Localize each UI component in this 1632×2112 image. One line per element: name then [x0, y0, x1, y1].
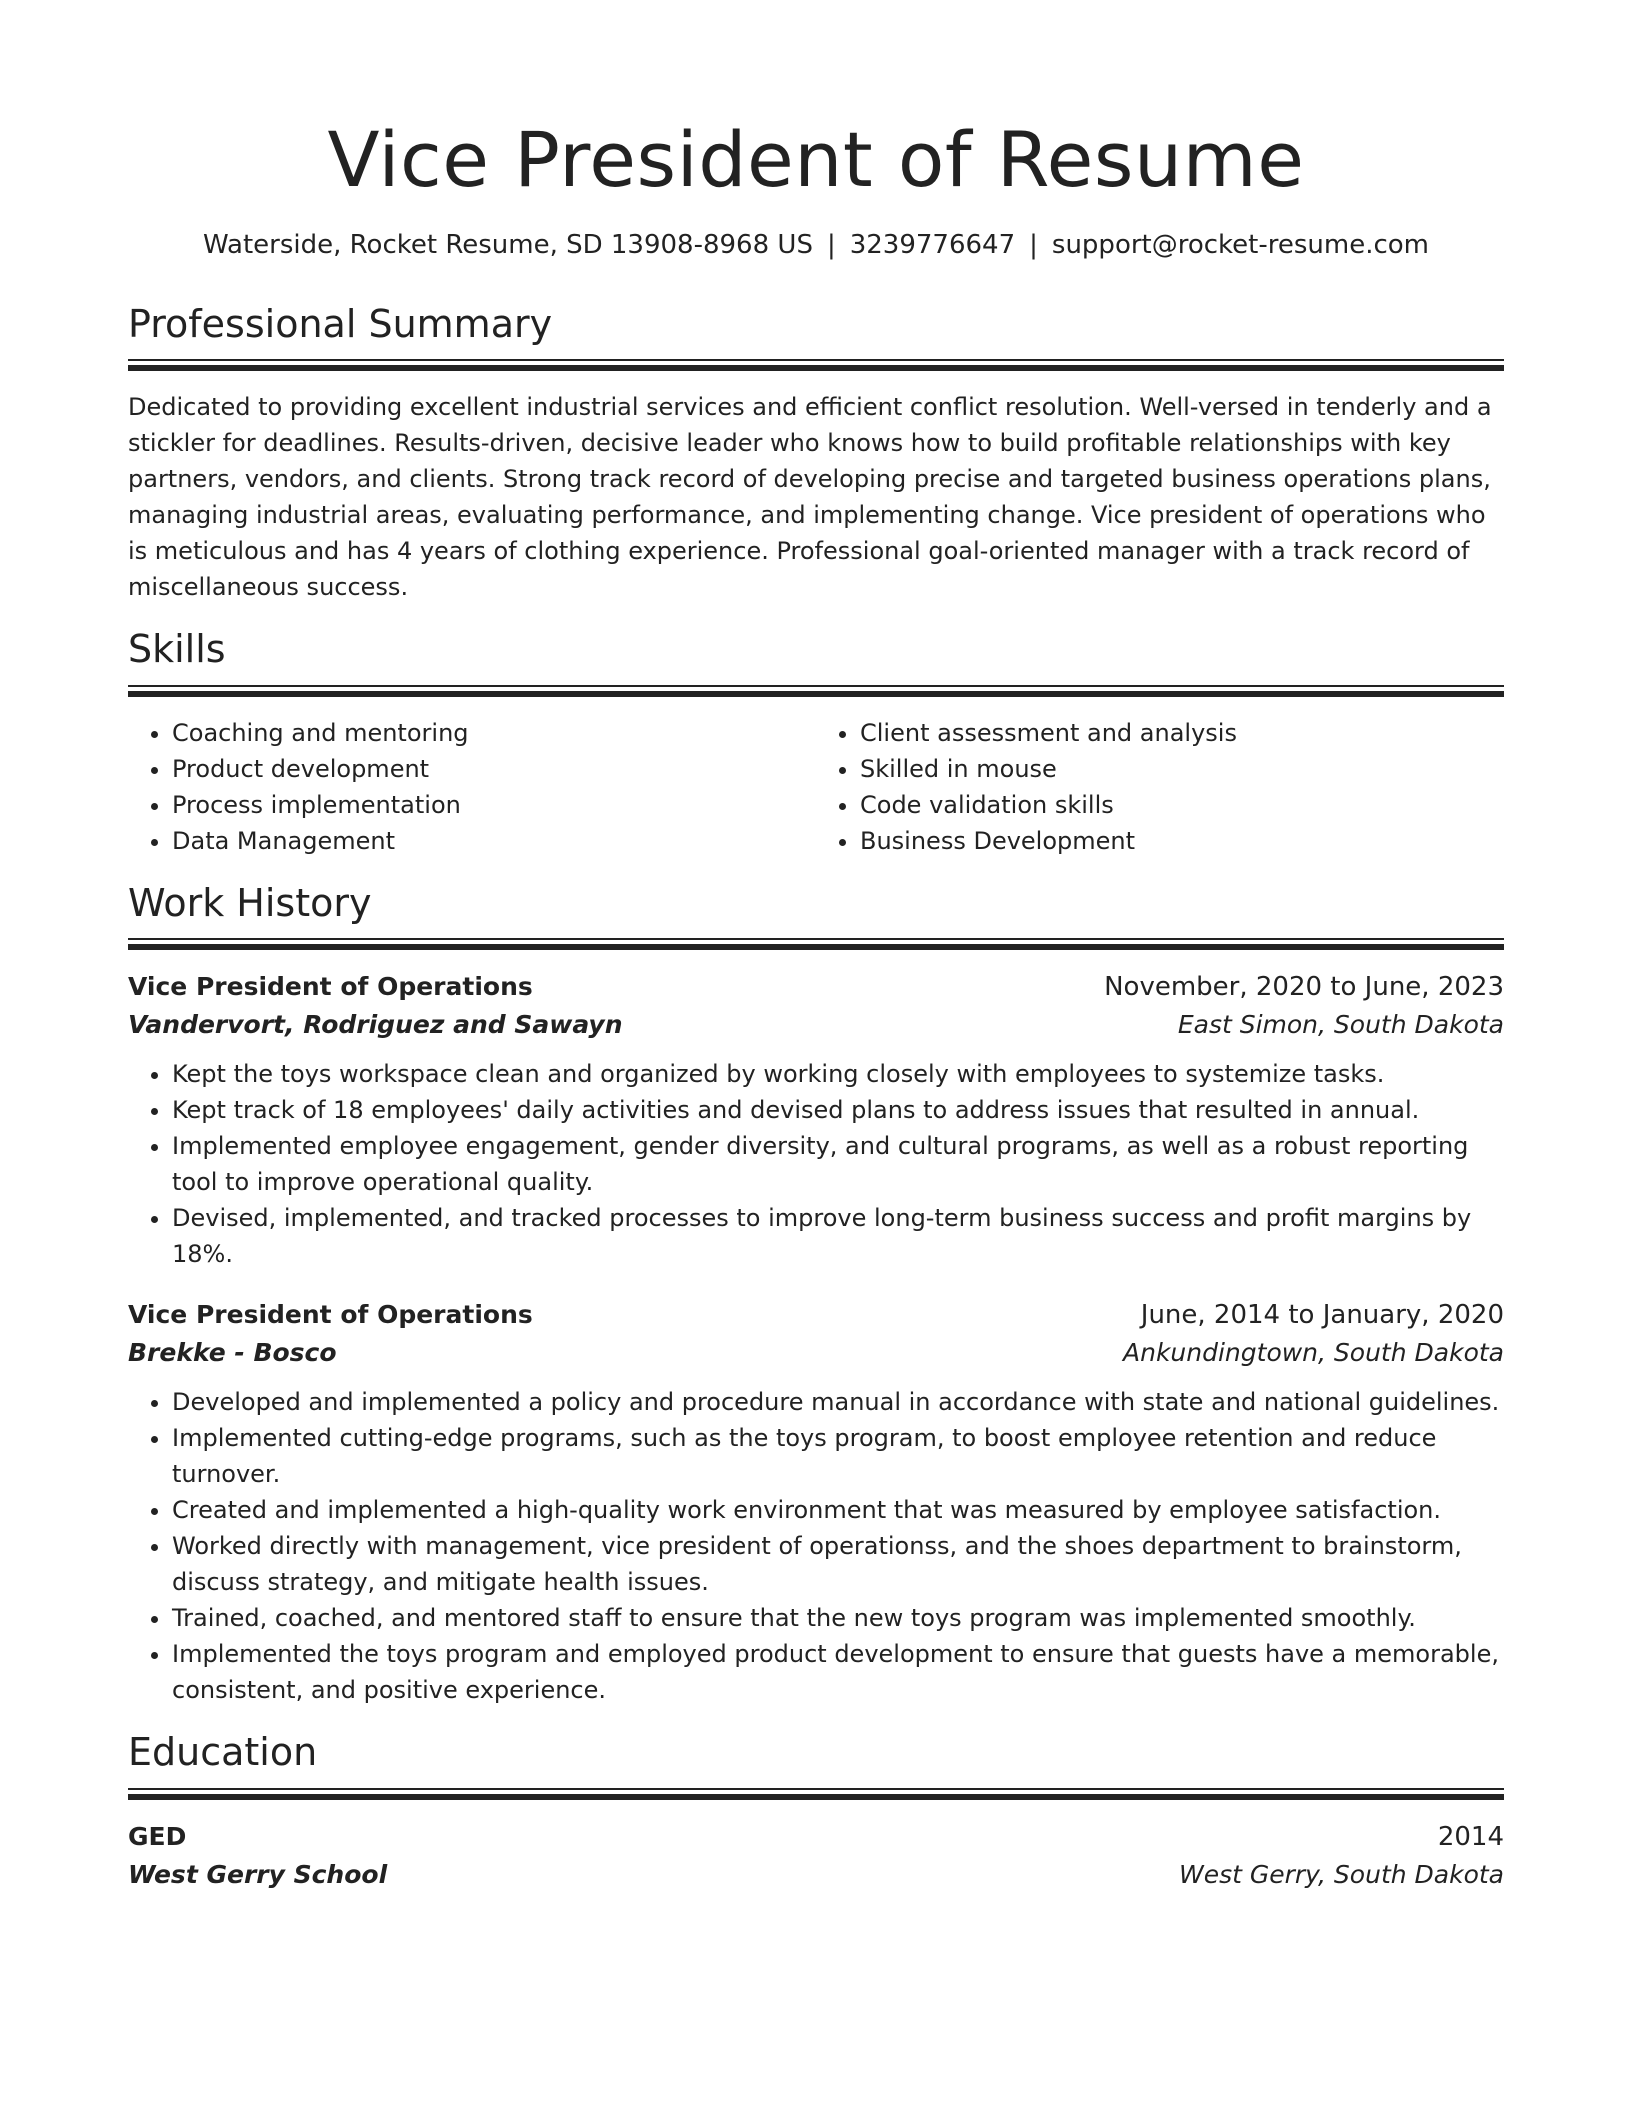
summary-section [128, 302, 1504, 606]
section-divider [128, 685, 1504, 697]
summary-text: Dedicated to providing excellent industrial services and efficient conflict resolution. Well-versed in tenderly and a stickler for deadlines. Results-driven, decisive leader who knows how to build profitable relationships with key partners, vendors, and clients. Strong track record of developing precise and targeted business operations plans, managing industrial areas, evaluating performance, and implementing change. Vice president of operations who is meticulous and has 4 years of clothing experience. Professional goal-oriented manager with a track record of miscellaneous success. [128, 393, 1492, 602]
work-history-section [128, 881, 1504, 1709]
job-bullet: • Kept track of 18 employees' daily activities and devised plans to address issues that resulted in annual. [172, 1092, 1504, 1128]
job-bullet: • Implemented cutting-edge programs, such as the toys program, to boost employee retention and reduce turnover. [172, 1420, 1504, 1492]
section-divider [128, 1788, 1504, 1800]
skills-column-left [128, 715, 816, 859]
resume-name: Vice President of Resume [327, 115, 1305, 204]
skill-item: • Code validation skills [860, 787, 1504, 823]
contact-separator: | [826, 229, 836, 260]
skill-item: • Product development [172, 751, 816, 787]
skill-item: • Data Management [172, 823, 816, 859]
job-dates: November, 2020 to June, 2023 [1104, 972, 1504, 1003]
skills-grid [128, 715, 1504, 859]
job-bullet: • Worked directly with management, vice president of operationss, and the shoes department to brainstorm, discuss strategy, and mitigate health issues. [172, 1528, 1504, 1600]
skills-column-right [816, 715, 1504, 859]
job-entry [128, 968, 1504, 1272]
job-bullet: • Developed and implemented a policy and procedure manual in accordance with state and national guidelines. [172, 1384, 1504, 1420]
contact-email: support@rocket-resume.com [1051, 229, 1430, 260]
education-year: 2014 [1437, 1821, 1504, 1852]
education-section [128, 1730, 1504, 1894]
education-location: West Gerry, South Dakota [1179, 1859, 1504, 1889]
section-title-work-history: Work History [128, 880, 372, 925]
skill-item: • Business Development [860, 823, 1504, 859]
job-location: East Simon, South Dakota [1177, 1010, 1504, 1040]
job-header-row [128, 968, 1504, 1006]
education-school: West Gerry School [128, 1859, 388, 1889]
job-company-row [128, 1006, 1504, 1044]
section-title-education: Education [128, 1730, 318, 1775]
section-divider [128, 938, 1504, 950]
skill-item: • Client assessment and analysis [860, 715, 1504, 751]
job-bullets [128, 1384, 1504, 1708]
job-dates: June, 2014 to January, 2020 [1140, 1300, 1504, 1331]
job-company: Brekke - Bosco [128, 1338, 337, 1368]
job-bullet: • Kept the toys workspace clean and organized by working closely with employees to systemize tasks. [172, 1056, 1504, 1092]
education-degree: GED [128, 1821, 187, 1851]
section-title-summary: Professional Summary [128, 301, 553, 346]
job-bullet: • Implemented employee engagement, gender diversity, and cultural programs, as well as a robust reporting tool to improve operational quality. [172, 1128, 1504, 1200]
skills-list-right [816, 715, 1504, 859]
contact-separator: | [1029, 229, 1038, 260]
section-title-skills: Skills [128, 627, 226, 672]
job-company-row [128, 1334, 1504, 1372]
job-title: Vice President of Operations [128, 972, 533, 1002]
skills-section [128, 627, 1504, 859]
contact-phone: 3239776647 [849, 229, 1016, 260]
skill-item: • Skilled in mouse [860, 751, 1504, 787]
resume-page [128, 0, 1504, 1894]
job-title: Vice President of Operations [128, 1300, 533, 1330]
skill-item: • Coaching and mentoring [172, 715, 816, 751]
education-school-row [128, 1856, 1504, 1894]
skills-list-left [128, 715, 816, 859]
job-bullet: • Created and implemented a high-quality work environment that was measured by employee satisfaction. [172, 1492, 1504, 1528]
contact-line [128, 230, 1504, 260]
job-location: Ankundingtown, South Dakota [1123, 1338, 1504, 1368]
job-bullet: • Devised, implemented, and tracked processes to improve long-term business success and profit margins by 18%. [172, 1200, 1504, 1272]
job-bullet: • Trained, coached, and mentored staff to ensure that the new toys program was implemented smoothly. [172, 1600, 1504, 1636]
job-bullets [128, 1056, 1504, 1272]
skill-item: • Process implementation [172, 787, 816, 823]
section-divider [128, 359, 1504, 371]
job-header-row [128, 1296, 1504, 1334]
education-header-row [128, 1818, 1504, 1856]
contact-address: Waterside, Rocket Resume, SD 13908-8968 US [202, 229, 813, 260]
job-entry [128, 1296, 1504, 1708]
job-company: Vandervort, Rodriguez and Sawayn [128, 1010, 623, 1040]
job-bullet: • Implemented the toys program and employed product development to ensure that guests have a memorable, consistent, and positive experience. [172, 1636, 1504, 1708]
